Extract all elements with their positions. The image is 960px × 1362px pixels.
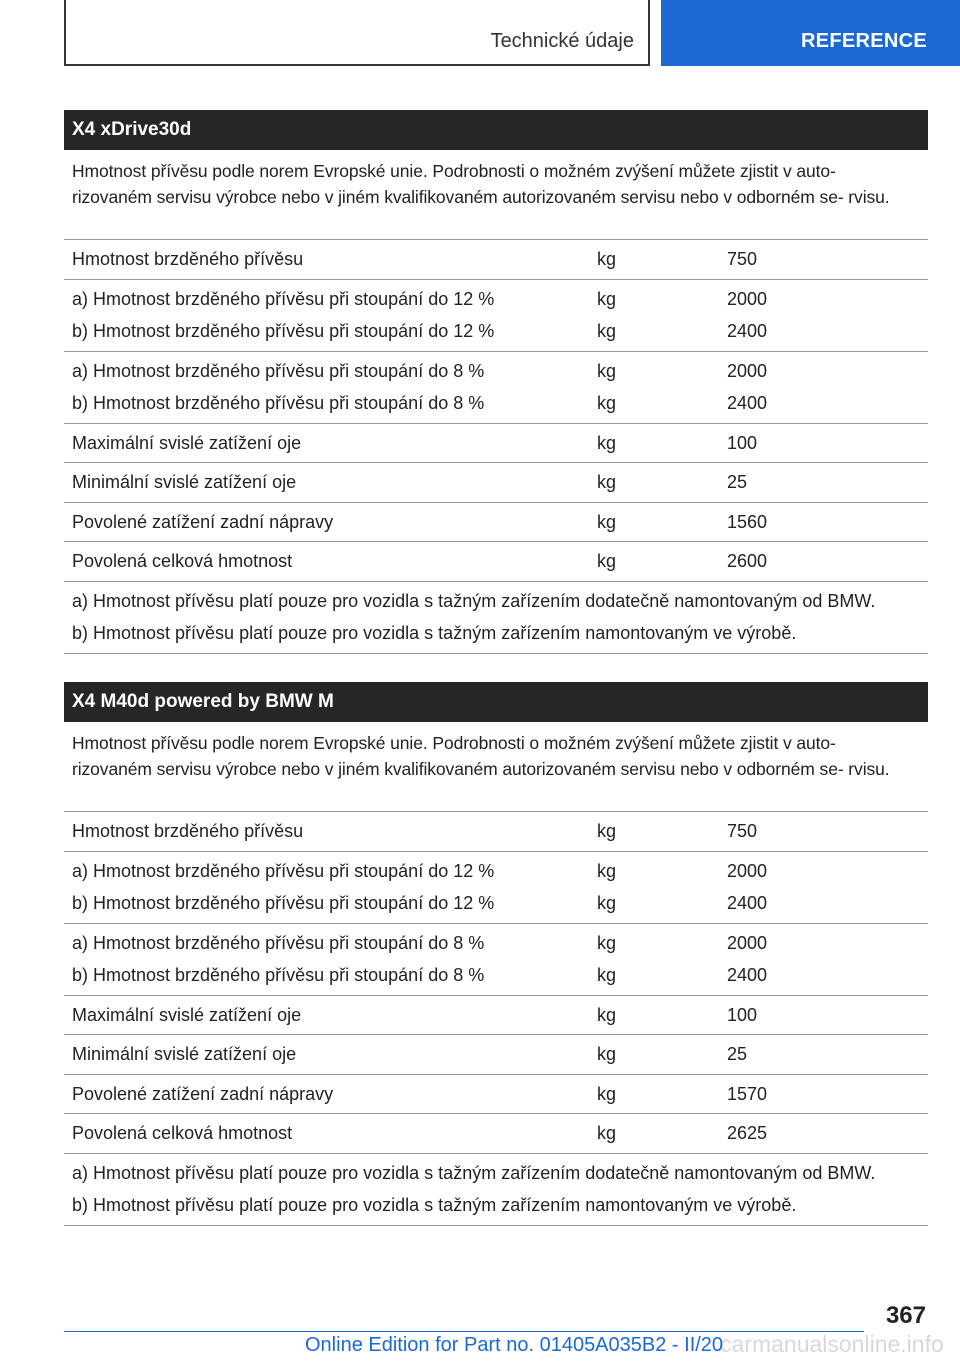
row-value: 2400 bbox=[727, 892, 768, 913]
row-value: 2000 bbox=[727, 288, 768, 309]
table-row bbox=[64, 1075, 928, 1115]
row-unit: kg bbox=[597, 511, 617, 532]
row-unit: kg bbox=[597, 551, 617, 572]
table-row bbox=[64, 1035, 928, 1075]
row-label: a) Hmotnost brzděného přívěsu při stoupání do 8 % bbox=[72, 360, 485, 381]
row-label: Povolené zatížení zadní nápravy bbox=[72, 1083, 334, 1104]
row-label: a) Hmotnost brzděného přívěsu při stoupání do 8 % bbox=[72, 932, 485, 953]
row-unit: kg bbox=[597, 1123, 617, 1144]
row-value: 750 bbox=[727, 821, 758, 841]
row-value: 1570 bbox=[727, 1083, 768, 1104]
row-value: 25 bbox=[727, 1044, 748, 1065]
table-row bbox=[64, 463, 928, 503]
row-unit: kg bbox=[597, 1004, 617, 1025]
row-unit: kg bbox=[597, 860, 617, 881]
row-unit: kg bbox=[597, 392, 617, 413]
row-label: Povolená celková hmotnost bbox=[72, 1123, 293, 1144]
row-value: 2600 bbox=[727, 551, 768, 572]
footnote-b: b) Hmotnost přívěsu platí pouze pro vozidla s tažným zařízením namontovaným ve výrobě. bbox=[72, 1194, 797, 1215]
row-unit: kg bbox=[597, 821, 617, 841]
row-unit: kg bbox=[597, 964, 617, 985]
row-label: Minimální svislé zatížení oje bbox=[72, 472, 297, 493]
row-label: Minimální svislé zatížení oje bbox=[72, 1044, 297, 1065]
row-label: b) Hmotnost brzděného přívěsu při stoupání do 8 % bbox=[72, 964, 485, 985]
footnotes bbox=[64, 1154, 928, 1226]
row-label: Povolené zatížení zadní nápravy bbox=[72, 511, 334, 532]
table-row bbox=[64, 352, 928, 424]
row-label: a) Hmotnost brzděného přívěsu při stoupání do 12 % bbox=[72, 860, 495, 881]
row-unit: kg bbox=[597, 320, 617, 341]
row-unit: kg bbox=[597, 932, 617, 953]
section-x4-m40d bbox=[64, 682, 928, 1226]
table-row bbox=[64, 812, 928, 852]
row-label: b) Hmotnost brzděného přívěsu při stoupání do 12 % bbox=[72, 892, 495, 913]
row-label: Hmotnost brzděného přívěsu bbox=[72, 249, 304, 269]
row-label: Hmotnost brzděného přívěsu bbox=[72, 821, 304, 841]
row-unit: kg bbox=[597, 1044, 617, 1065]
table-row bbox=[64, 996, 928, 1036]
section-intro: Hmotnost přívěsu podle norem Evropské unie. Podrobnosti o možném zvýšení můžete zjistit v auto‐ rizovaném servisu výrobce nebo v jiném kvalifikovaném autorizovaném servisu nebo v odborném se‐ rvisu. bbox=[64, 722, 928, 812]
row-value: 2000 bbox=[727, 360, 768, 381]
row-label: b) Hmotnost brzděného přívěsu při stoupání do 8 % bbox=[72, 392, 485, 413]
row-value: 25 bbox=[727, 472, 748, 493]
row-value: 100 bbox=[727, 1004, 758, 1025]
table-row bbox=[64, 542, 928, 582]
row-value: 2400 bbox=[727, 392, 768, 413]
watermark: carmanualsonline.info bbox=[720, 1331, 944, 1357]
table-row bbox=[64, 424, 928, 464]
table-row bbox=[64, 240, 928, 280]
row-unit: kg bbox=[597, 288, 617, 309]
reference-tab-label: REFERENCE bbox=[800, 30, 927, 52]
row-unit: kg bbox=[597, 472, 617, 493]
section-title: X4 xDrive30d bbox=[64, 110, 928, 150]
section-x4-xdrive30d bbox=[64, 110, 928, 654]
footnote-b: b) Hmotnost přívěsu platí pouze pro vozidla s tažným zařízením namontovaným ve výrobě. bbox=[72, 622, 797, 643]
footnotes bbox=[64, 582, 928, 654]
row-label: Maximální svislé zatížení oje bbox=[72, 432, 302, 453]
footer-edition: Online Edition for Part no. 01405A035B2 - II/20 bbox=[305, 1334, 724, 1356]
row-value: 2625 bbox=[727, 1123, 768, 1144]
section-intro: Hmotnost přívěsu podle norem Evropské unie. Podrobnosti o možném zvýšení můžete zjistit v auto‐ rizovaném servisu výrobce nebo v jiném kvalifikovaném autorizovaném servisu nebo v odborném se‐ rvisu. bbox=[64, 150, 928, 240]
row-label: Povolená celková hmotnost bbox=[72, 551, 293, 572]
section-title: X4 M40d powered by BMW M bbox=[64, 682, 928, 722]
row-value: 1560 bbox=[727, 511, 768, 532]
row-value: 750 bbox=[727, 249, 758, 269]
row-label: a) Hmotnost brzděného přívěsu při stoupání do 12 % bbox=[72, 288, 495, 309]
table-row bbox=[64, 852, 928, 924]
table-row bbox=[64, 280, 928, 352]
row-value: 2000 bbox=[727, 932, 768, 953]
row-label: Maximální svislé zatížení oje bbox=[72, 1004, 302, 1025]
table-row bbox=[64, 1114, 928, 1154]
row-value: 100 bbox=[727, 432, 758, 453]
row-unit: kg bbox=[597, 249, 617, 269]
row-label: b) Hmotnost brzděného přívěsu při stoupání do 12 % bbox=[72, 320, 495, 341]
row-unit: kg bbox=[597, 1083, 617, 1104]
row-unit: kg bbox=[597, 432, 617, 453]
table-row bbox=[64, 924, 928, 996]
reference-tab[interactable] bbox=[661, 0, 960, 66]
header-title: Technické údaje bbox=[490, 30, 634, 52]
footnote-a: a) Hmotnost přívěsu platí pouze pro vozidla s tažným zařízením dodatečně namontovaným od BMW. bbox=[72, 590, 876, 611]
header-section-box bbox=[64, 0, 650, 66]
page-number: 367 bbox=[885, 1302, 926, 1329]
table-row bbox=[64, 503, 928, 543]
footnote-a: a) Hmotnost přívěsu platí pouze pro vozidla s tažným zařízením dodatečně namontovaným od BMW. bbox=[72, 1162, 876, 1183]
row-unit: kg bbox=[597, 892, 617, 913]
row-value: 2400 bbox=[727, 320, 768, 341]
row-unit: kg bbox=[597, 360, 617, 381]
row-value: 2000 bbox=[727, 860, 768, 881]
row-value: 2400 bbox=[727, 964, 768, 985]
